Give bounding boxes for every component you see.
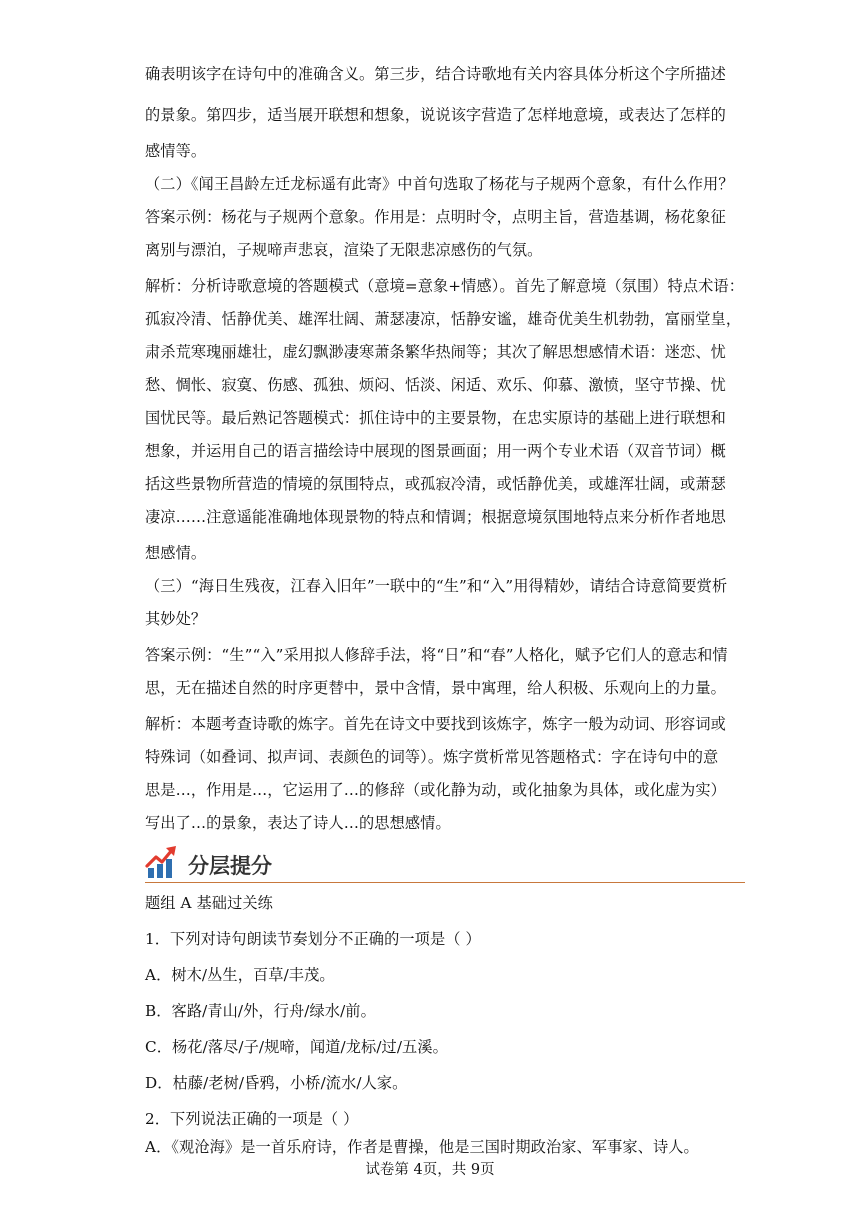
analysis-line: 特殊词（如叠词、拟声词、表颜色的词等）。炼字赏析常见答题格式：字在诗句中的意 (145, 748, 719, 766)
analysis-line: 解析：本题考查诗歌的炼字。首先在诗文中要找到该炼字，炼字一般为动词、形容词或 (145, 715, 726, 733)
question-stem: 1．下列对诗句朗读节奏划分不正确的一项是（ ） (145, 930, 481, 948)
analysis-line: 凄凉……注意遥能准确地体现景物的特点和情调；根据意境氛围地特点来分析作者地思 (145, 508, 726, 526)
question-stem: 2．下列说法正确的一项是（ ） (145, 1110, 359, 1128)
answer-line: 思，无在描述自然的时序更替中，景中含情，景中寓理，给人积极、乐观向上的力量。 (145, 679, 726, 697)
analysis-line: 孤寂冷清、恬静优美、雄浑壮阔、萧瑟凄凉，恬静安谧，雄奇优美生机勃勃，富丽堂皇， (145, 310, 742, 328)
answer-line: 答案示例：杨花与子规两个意象。作用是：点明时令，点明主旨，营造基调，杨花象征 (145, 208, 726, 226)
analysis-line: 思是…，作用是…，它运用了…的修辞（或化静为动，或化抽象为具体，或化虚为实） (145, 781, 726, 799)
option-c: C．杨花/落尽/子/规啼，闻道/龙标/过/五溪。 (145, 1038, 448, 1056)
analysis-line: 愁、惆怅、寂寞、伤感、孤独、烦闷、恬淡、闲适、欢乐、仰慕、激愤，坚守节操、忧 (145, 376, 726, 394)
page-footer: 试卷第 4页，共 9页 (365, 1162, 495, 1178)
analysis-line: 肃杀荒寒瑰丽雄壮，虚幻飘渺凄寒萧条繁华热闹等；其次了解思想感情术语：迷恋、忧 (145, 343, 726, 361)
section-divider (145, 882, 745, 883)
text-line: 感情等。 (145, 142, 207, 160)
text-line: 确表明该字在诗句中的准确含义。第三步，结合诗歌地有关内容具体分析这个字所描述 (145, 65, 726, 83)
question-group-title: 题组 A 基础过关练 (145, 894, 273, 912)
answer-line: 离别与漂泊，子规啼声悲哀，渲染了无限悲凉感伤的气氛。 (145, 241, 543, 259)
question-heading: （二）《闻王昌龄左迁龙标遥有此寄》中首句选取了杨花与子规两个意象，有什么作用？ (145, 175, 734, 193)
analysis-line: 写出了…的景象，表达了诗人…的思想感情。 (145, 814, 451, 832)
analysis-line: 解析：分析诗歌意境的答题模式（意境=意象+情感）。首先了解意境（氛围）特点术语： (145, 277, 744, 295)
analysis-line: 括这些景物所营造的情境的氛围特点，或孤寂冷清，或恬静优美，或雄浑壮阔，或萧瑟 (145, 475, 726, 493)
analysis-line: 想象，并运用自己的语言描绘诗中展现的图景画面；用一两个专业术语（双音节词）概 (145, 442, 726, 460)
option-a: A．树木/丛生，百草/丰茂。 (145, 966, 335, 984)
section-title: 分层提分 (188, 854, 272, 878)
question-heading: 其妙处？ (145, 610, 207, 628)
option-d: D．枯藤/老树/昏鸦，小桥/流水/人家。 (145, 1074, 408, 1092)
option-b: B．客路/青山/外，行舟/绿水/前。 (145, 1002, 376, 1020)
answer-line: 答案示例：“生”“入”采用拟人修辞手法，将“日”和“春”人格化，赋予它们人的意志和情 (145, 646, 728, 664)
analysis-line: 国忧民等。最后熟记答题模式：抓住诗中的主要景物，在忠实原诗的基础上进行联想和 (145, 409, 726, 427)
rising-chart-icon (145, 844, 179, 880)
section-header (145, 842, 745, 884)
question-heading: （三）“海日生残夜，江春入旧年”一联中的“生”和“入”用得精妙，请结合诗意简要赏析 (145, 577, 728, 595)
option-a: A．《观沧海》是一首乐府诗，作者是曹操，他是三国时期政治家、军事家、诗人。 (145, 1138, 699, 1156)
analysis-line: 想感情。 (145, 544, 207, 562)
text-line: 的景象。第四步，适当展开联想和想象，说说该字营造了怎样地意境，或表达了怎样的 (145, 106, 726, 124)
